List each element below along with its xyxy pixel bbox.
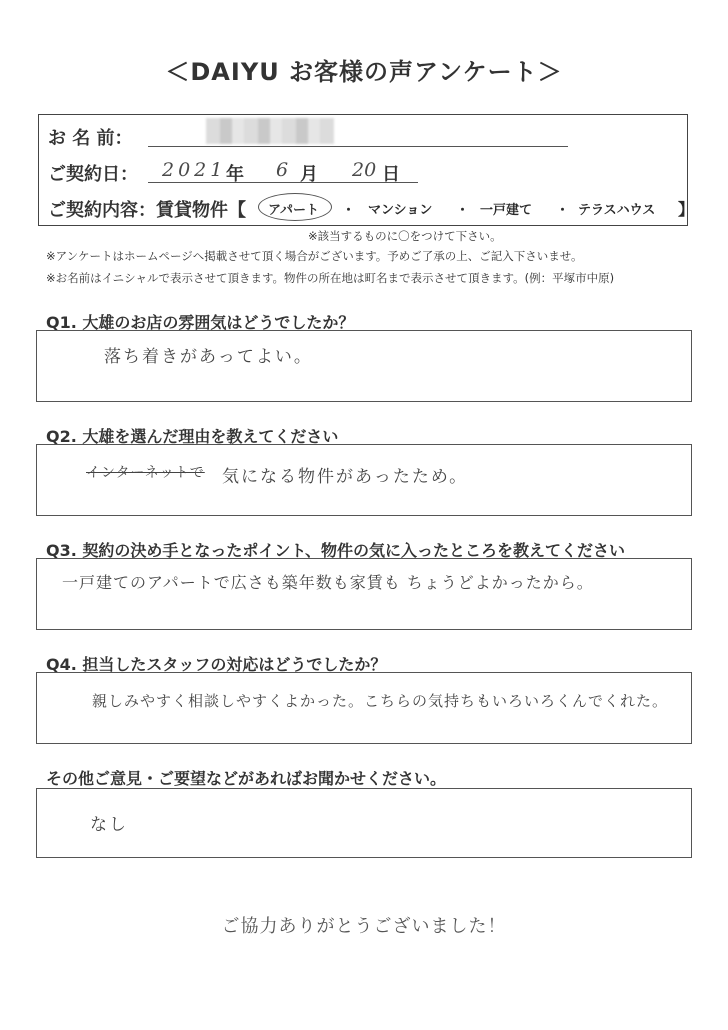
contract-year: 2021 — [162, 159, 227, 181]
option-sep-2: ・ — [456, 203, 470, 218]
option-detached-house: 一戸建て — [480, 203, 533, 218]
question-4: Q4. 担当したスタッフの対応はどうでしたか？ — [46, 655, 387, 674]
name-underline — [148, 146, 568, 147]
option-mansion: マンション — [368, 203, 433, 218]
option-sep-3: ・ — [556, 203, 570, 218]
contract-day: 20 — [352, 159, 377, 181]
name-label: お 名 前： — [48, 128, 133, 149]
redacted-name — [206, 118, 334, 144]
answer-3: 一戸建てのアパートで広さも築年数も家賃も ちょうどよかったから。 — [62, 573, 594, 592]
note-initials: ※お名前はイニシャルで表示させて頂きます。物件の所在地は町名まで表示させて頂きます。(例：平塚市中原) — [46, 271, 615, 285]
question-1: Q1. 大雄のお店の雰囲気はどうでしたか？ — [46, 313, 355, 332]
survey-title: ＜DAIYU お客様の声アンケート＞ — [165, 58, 563, 86]
option-bracket-close: 】 — [678, 200, 695, 219]
question-3: Q3. 契約の決め手となったポイント、物件の気に入ったところを教えてください — [46, 541, 625, 560]
note-publication: ※アンケートはホームページへ掲載させて頂く場合がございます。予めご了承の上、ご記入下さいませ。 — [46, 249, 583, 263]
option-apartment: アパート — [268, 203, 319, 218]
question-2: Q2. 大雄を選んだ理由を教えてください — [46, 427, 339, 446]
contract-date-label: ご契約日： — [48, 164, 138, 185]
answer-box-3 — [36, 558, 692, 630]
thank-you-message: ご協力ありがとうございました！ — [221, 916, 507, 937]
answer-box-other — [36, 788, 692, 858]
option-sep-1: ・ — [342, 203, 356, 218]
contract-content-label: ご契約内容：賃貸物件【 — [48, 200, 246, 221]
answer-2-struck-text: インターネットで — [86, 465, 205, 481]
year-unit: 年 — [226, 164, 244, 185]
contract-month: 6 — [276, 159, 289, 181]
date-underline — [148, 182, 418, 183]
answer-1: 落ち着きがあってよい。 — [104, 347, 313, 367]
option-terrace-house: テラスハウス — [578, 203, 656, 218]
answer-other: なし — [90, 815, 128, 835]
question-other: その他ご意見・ご要望などがあればお聞かせください。 — [46, 769, 447, 788]
circle-instruction: ※該当するものに〇をつけて下さい。 — [308, 229, 502, 243]
day-unit: 日 — [382, 164, 400, 185]
answer-2: 気になる物件があったため。 — [222, 467, 469, 487]
month-unit: 月 — [300, 164, 318, 185]
answer-4: 親しみやすく相談しやすくよかった。こちらの気持ちもいろいろくんでくれた。 — [92, 692, 669, 710]
